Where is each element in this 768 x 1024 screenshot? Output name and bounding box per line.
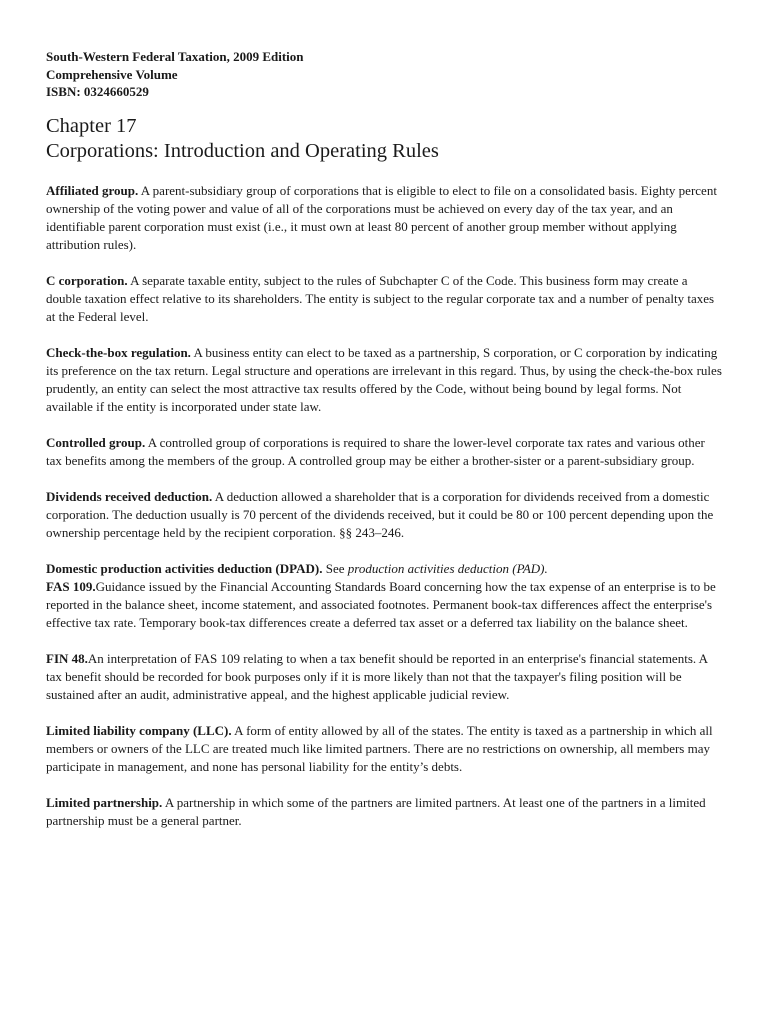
glossary-entry-controlled-group (46, 434, 722, 470)
chapter-heading (46, 114, 722, 164)
document-page (46, 48, 722, 848)
glossary-entry-fas-109 (46, 578, 722, 632)
glossary-entry-c-corporation (46, 272, 722, 326)
glossary-entries (46, 182, 722, 830)
glossary-entry-llc (46, 722, 722, 776)
glossary-definition: An interpretation of FAS 109 relating to when a tax benefit should be reported in an enterprise's financial statements. A tax benefit should be recorded for book purposes only if it is more likely than not that the taxpayer's filing position will be sustained after an audit, administrative appeal, and the highest applicable judicial review. (46, 650, 708, 702)
book-title: South-Western Federal Taxation, 2009 Edition (46, 49, 304, 64)
book-info (46, 48, 722, 101)
glossary-entry-dividends-received-deduction (46, 488, 722, 542)
see-reference: production activities deduction (PAD). (347, 560, 548, 576)
glossary-definition: See (322, 560, 348, 576)
glossary-term: FIN 48. (46, 650, 88, 666)
glossary-entry-dpad (46, 560, 722, 578)
glossary-term: Affiliated group. (46, 182, 139, 198)
glossary-entry-affiliated-group (46, 182, 722, 254)
glossary-entry-fin-48 (46, 650, 722, 704)
glossary-term: Domestic production activities deduction (DPAD). (46, 560, 323, 576)
glossary-term: Check-the-box regulation. (46, 344, 191, 360)
glossary-definition: A deduction allowed a shareholder that is a corporation for dividends received from a domestic corporation. The deduction usually is 70 percent of the dividends received, but it could be 80 or 100 percent depending upon the ownership percentage held by the recipient corporation. §§ 243–246. (46, 488, 714, 540)
glossary-term: C corporation. (46, 272, 128, 288)
glossary-definition: A separate taxable entity, subject to the rules of Subchapter C of the Code. This business form may create a double taxation effect relative to its shareholders. The entity is subject to the regular corporate tax and a number of penalty taxes at the Federal level. (46, 272, 715, 324)
glossary-term: FAS 109. (46, 578, 96, 594)
book-isbn: ISBN: 0324660529 (46, 84, 149, 99)
glossary-term: Limited liability company (LLC). (46, 722, 232, 738)
chapter-title: Corporations: Introduction and Operating Rules (46, 139, 439, 162)
book-volume: Comprehensive Volume (46, 66, 178, 82)
glossary-definition: A business entity can elect to be taxed as a partnership, S corporation, or C corporation by indicating its preference on the tax return. Legal structure and operations are irrelevant in this regard. Thus, by using the check-the-box rules prudently, an entity can select the most attractive tax results offered by the Code, without being bound by legal forms. Not available if the entity is incorporated under state law. (46, 344, 722, 414)
chapter-number: Chapter 17 (46, 114, 137, 137)
glossary-definition: Guidance issued by the Financial Accounting Standards Board concerning how the tax expense of an enterprise is to be reported in the balance sheet, income statement, and associated footnotes. Permanent book-tax differences affect the enterprise's effective tax rate. Temporary book-tax differences create a deferred tax asset or a deferred tax liability on the balance sheet. (46, 578, 716, 630)
glossary-definition: A parent-subsidiary group of corporations that is eligible to elect to file on a consolidated basis. Eighty percent ownership of the voting power and value of all of the corporations must be achieved on every day of the tax year, and an identifiable parent corporation must exist (i.e., it must own at least 80 percent of another group member without applying attribution rules). (46, 182, 717, 252)
glossary-definition: A controlled group of corporations is required to share the lower-level corporate tax rates and various other tax benefits among the members of the group. A controlled group may be either a brother-sister or a parent-subsidiary group. (46, 434, 705, 468)
glossary-entry-limited-partnership (46, 794, 722, 830)
glossary-definition: A form of entity allowed by all of the states. The entity is taxed as a partnership in which all members or owners of the LLC are treated much like limited partners. There are no restrictions on ownership, all members may participate in management, and none has personal liability for the entity’s debts. (46, 722, 713, 774)
glossary-term: Limited partnership. (46, 794, 163, 810)
glossary-term: Controlled group. (46, 434, 146, 450)
glossary-term: Dividends received deduction. (46, 488, 213, 504)
glossary-entry-check-the-box (46, 344, 722, 416)
glossary-definition: A partnership in which some of the partners are limited partners. At least one of the partners in a limited partnership must be a general partner. (46, 794, 706, 828)
